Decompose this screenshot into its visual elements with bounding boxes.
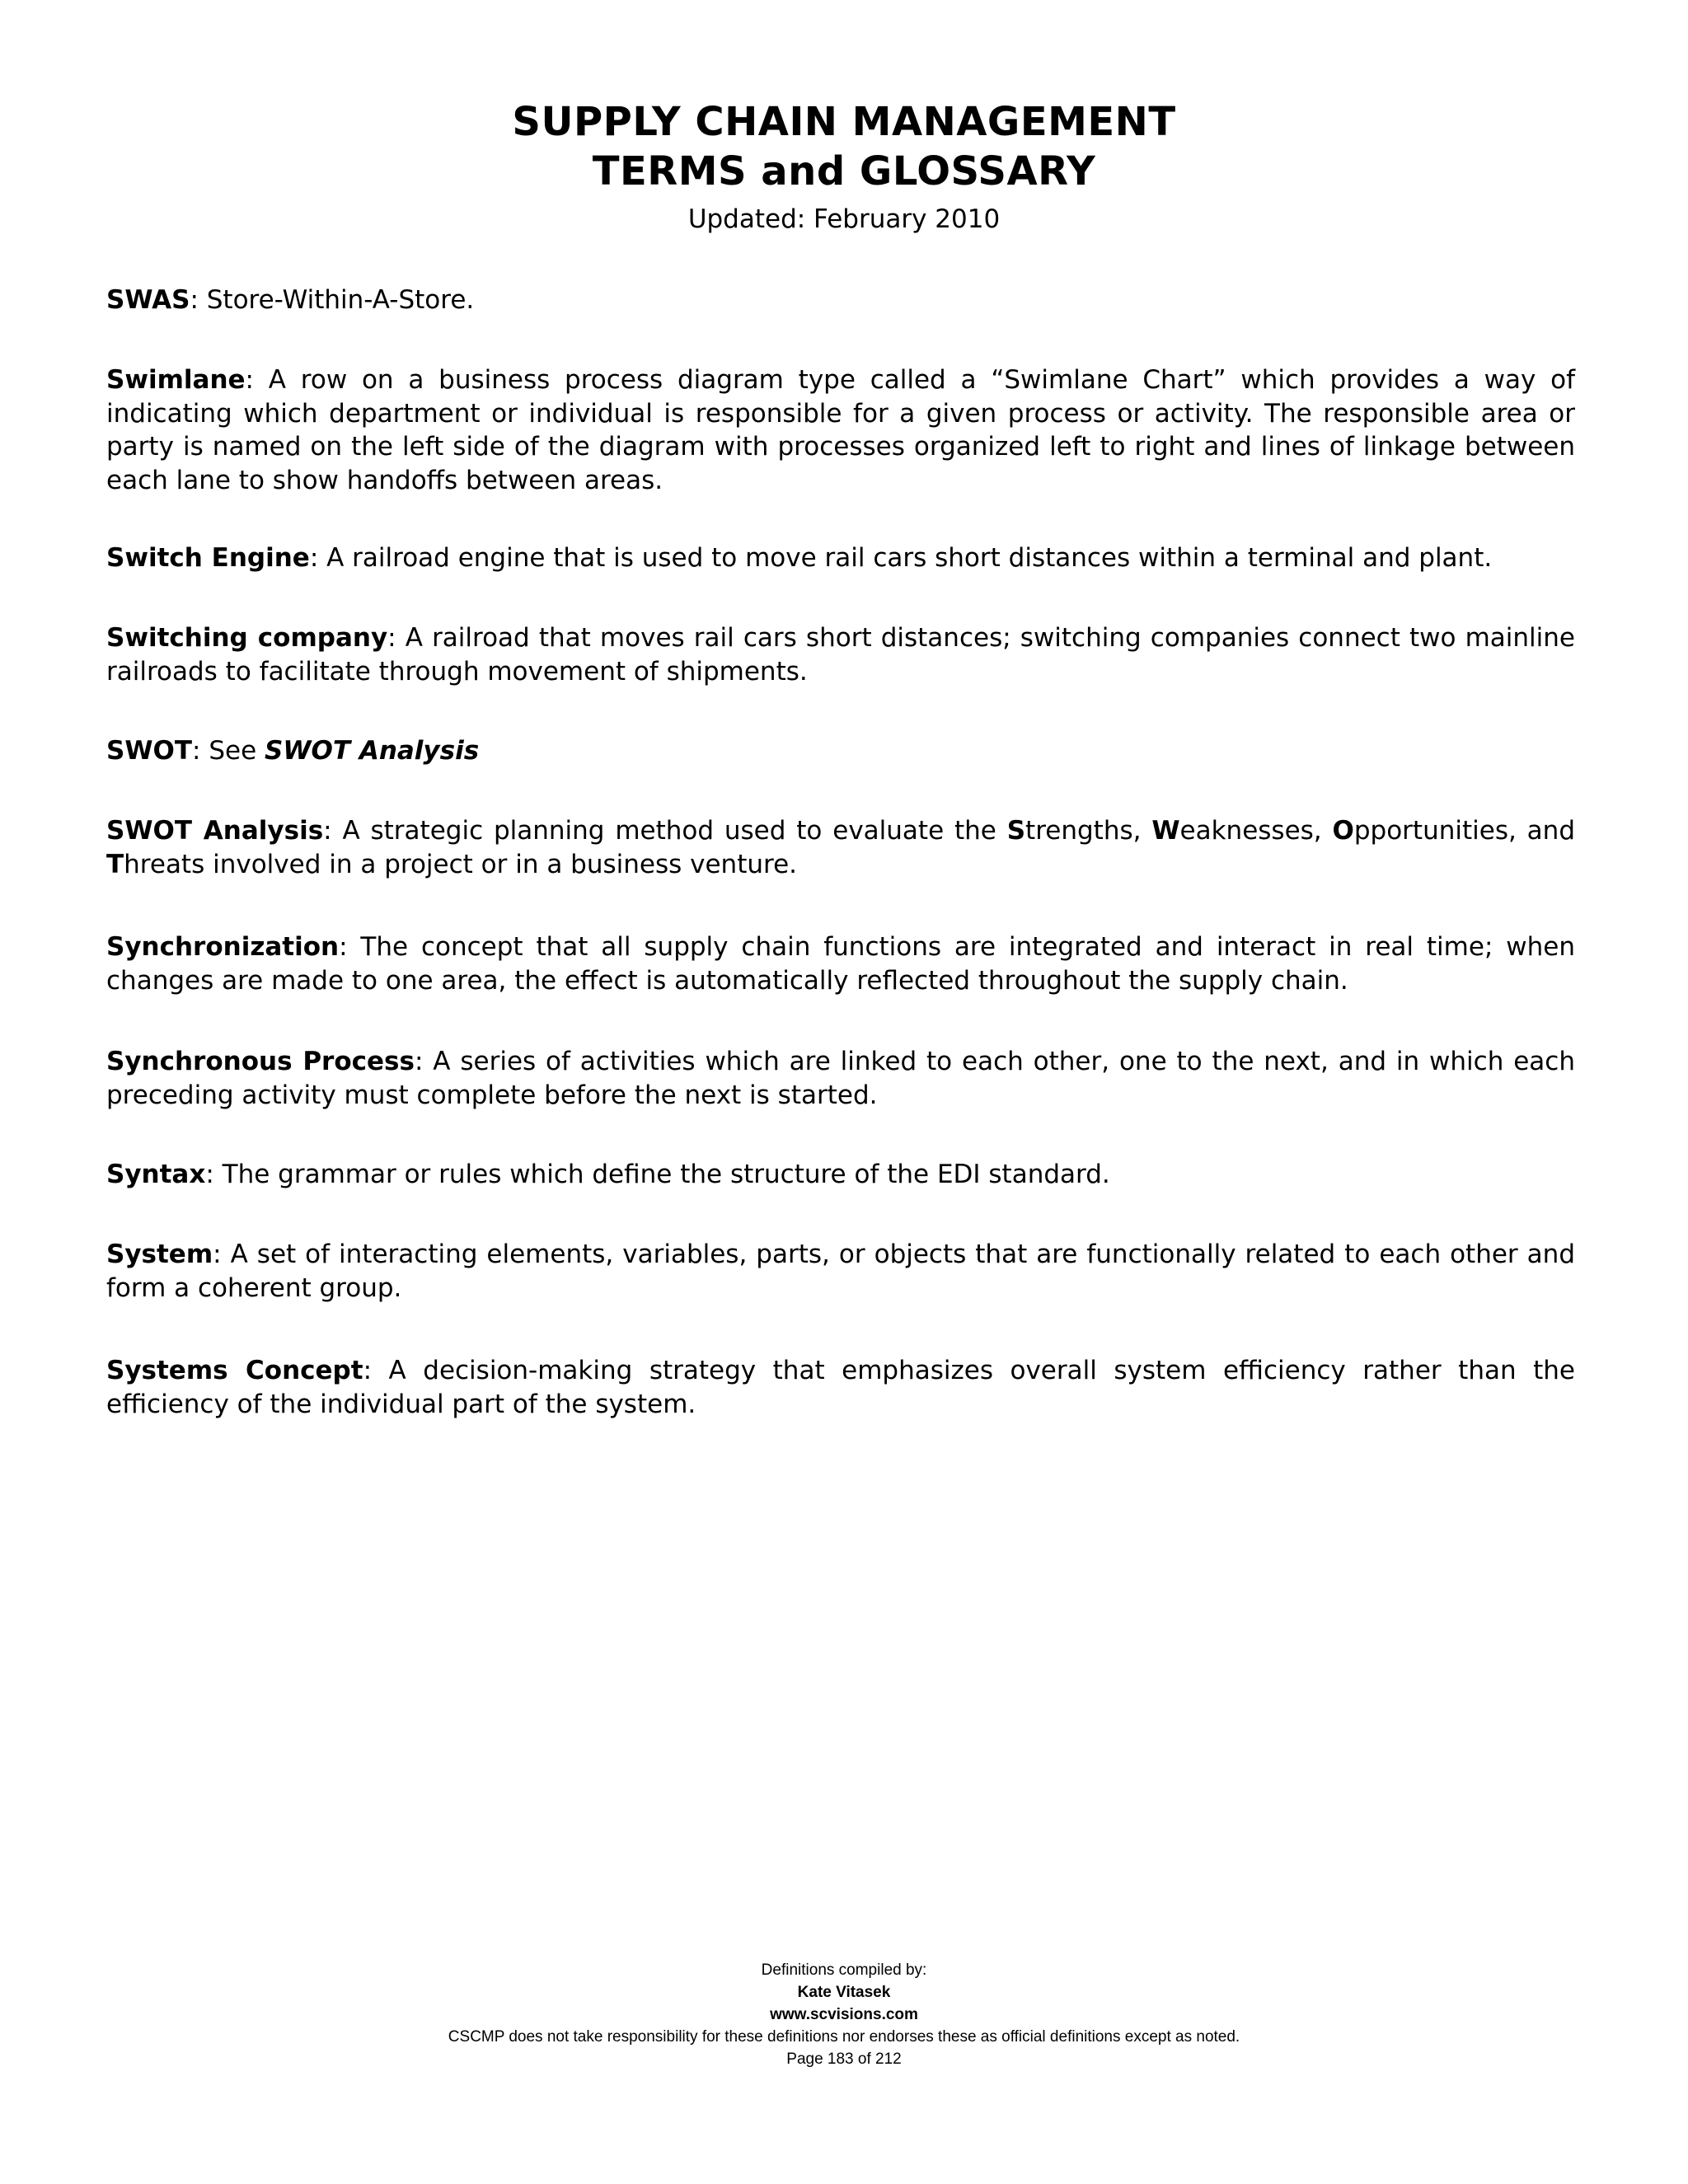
glossary-term: Switch Engine <box>106 543 310 573</box>
glossary-entry-syntax <box>106 1158 1575 1192</box>
glossary-definition: : A railroad engine that is used to move rail cars short distances within a terminal and plant. <box>309 543 1493 573</box>
glossary-entry-swas <box>106 284 1575 317</box>
glossary-definition: : A series of activities which are linked to each other, one to the next, and in which each preceding activity must complete before the next is started. <box>106 1047 1575 1110</box>
page-header <box>0 97 1688 237</box>
author-name: Kate Vitasek <box>797 1984 891 2001</box>
page-footer <box>0 1959 1688 2070</box>
page-number: Page 183 of 212 <box>786 2050 902 2068</box>
glossary-entry-synchronous-process <box>106 1045 1575 1112</box>
disclaimer-text: CSCMP does not take responsibility for these definitions nor endorses these as official definitions except as noted. <box>448 2028 1240 2046</box>
acronym-letter-w: W <box>1151 816 1180 846</box>
glossary-term: SWAS <box>106 285 190 315</box>
acronym-letter-s: S <box>1006 816 1026 846</box>
glossary-definition-part: trengths, <box>1025 816 1152 846</box>
glossary-term: Syntax <box>106 1160 206 1189</box>
glossary-entry-system <box>106 1238 1575 1305</box>
glossary-definition: : A set of interacting elements, variables, parts, or objects that are functionally related to each other and form a coherent group. <box>106 1240 1575 1303</box>
glossary-term: Switching company <box>106 623 388 653</box>
glossary-definition: : A railroad that moves rail cars short distances; switching companies connect two mainline railroads to facilitate through movement of shipments. <box>106 623 1575 687</box>
glossary-entry-swot <box>106 734 1575 768</box>
glossary-definition: : A row on a business process diagram type called a “Swimlane Chart” which provides a way of indicating which department or individual is responsible for a given process or activity. The responsible area or party is named on the left side of the diagram with processes organized left to right and lines of linkage between each lane to show handoffs between areas. <box>106 365 1575 495</box>
page-title-line-1: SUPPLY CHAIN MANAGEMENT <box>512 99 1176 145</box>
glossary-definition: : See <box>192 736 265 766</box>
glossary-definition-part: hreats involved in a project or in a business venture. <box>124 849 797 879</box>
glossary-entry-swot-analysis <box>106 814 1575 881</box>
compiled-by-label: Definitions compiled by: <box>761 1961 927 1979</box>
glossary-term: SWOT <box>106 736 193 766</box>
glossary-term: System <box>106 1240 213 1269</box>
glossary-entry-systems-concept <box>106 1354 1575 1421</box>
glossary-term: Swimlane <box>106 365 246 395</box>
glossary-definition-part: pportunities, and <box>1353 816 1576 846</box>
glossary-entry-synchronization <box>106 930 1575 997</box>
website-url: www.scvisions.com <box>770 2006 918 2023</box>
glossary-term: Systems Concept <box>106 1356 363 1385</box>
glossary-definition: : The concept that all supply chain functions are integrated and interact in real time; when changes are made to one area, the effect is automatically reflected throughout the supply chain. <box>106 932 1575 996</box>
glossary-entry-switching-company <box>106 621 1575 688</box>
cross-reference-link: SWOT Analysis <box>265 736 480 766</box>
updated-date: Updated: February 2010 <box>687 204 1001 234</box>
glossary-definition: : A decision-making strategy that emphasizes overall system efficiency rather than the efficiency of the individual part of the system. <box>106 1356 1575 1419</box>
acronym-letter-t: T <box>106 849 124 879</box>
glossary-entry-switch-engine <box>106 541 1575 575</box>
page-title-line-2: TERMS and GLOSSARY <box>592 148 1096 194</box>
glossary-term: Synchronous Process <box>106 1047 415 1076</box>
glossary-definition-part: eaknesses, <box>1179 816 1333 846</box>
glossary-definition: : The grammar or rules which define the structure of the EDI standard. <box>205 1160 1110 1189</box>
glossary-term: SWOT Analysis <box>106 816 324 846</box>
acronym-letter-o: O <box>1332 816 1354 846</box>
glossary-definition-part: : A strategic planning method used to evaluate the <box>323 816 1007 846</box>
glossary-term: Synchronization <box>106 932 340 962</box>
glossary-definition: : Store-Within-A-Store. <box>190 285 475 315</box>
glossary-entry-swimlane <box>106 363 1575 497</box>
